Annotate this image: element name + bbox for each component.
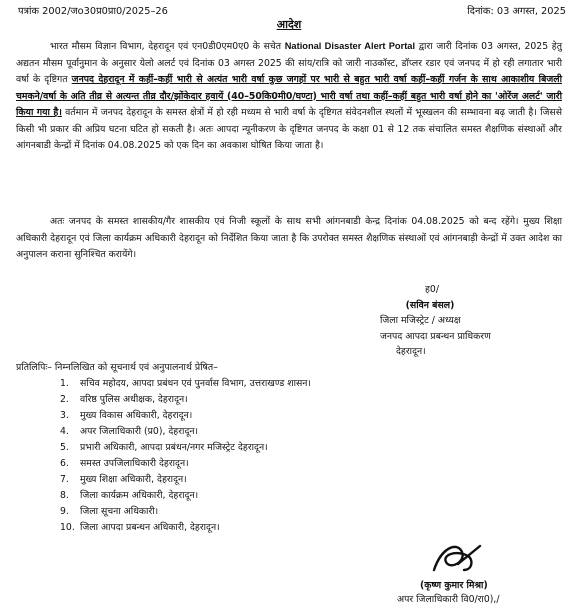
- list-item: 2. वरिष्ठ पुलिस अधीक्षक, देहरादून।: [60, 394, 188, 405]
- authority-name: जनपद आपदा प्रबन्धन प्राधिकरण: [380, 330, 491, 342]
- dm-signature-block: [380, 282, 570, 360]
- letter-date: दिनांक: 03 अगस्त, 2025: [467, 6, 566, 17]
- list-item: 8. जिला कार्यक्रम अधिकारी, देहरादून।: [60, 490, 199, 501]
- list-item: 9. जिला सूचना अधिकारी।: [60, 506, 159, 517]
- dm-location: देहरादून।: [396, 346, 426, 357]
- para1-part2: द्वारा जारी दिनांक 03 अगस्त, 2025 हेतु अद्यतन मौसम पूर्वानुमान के अनुसार येलो अलर्ट एवं दिनांक 03 अगस्त 2025 की सांय/रात्रि को जारी नाउकॉस्ट, डॉप्लर रडार एवं जनपद में हो रही लगातार भारी वर्षा के दृष्टिगत: [16, 41, 563, 85]
- adm-name: (कृष्ण कुमार मिश्रा): [420, 580, 488, 591]
- dm-designation: जिला मजिस्ट्रेट / अध्यक्ष: [380, 315, 461, 326]
- copy-to-heading: प्रतिलिपिः– निम्नलिखित को सूचनार्थ एवं अनुपालनार्थ प्रेषित–: [16, 362, 218, 373]
- list-item: 1. सचिव महोदय, आपदा प्रबंधन एवं पुनर्वास विभाग, उत्तराखण्ड शासन।: [60, 378, 311, 389]
- dm-name: (सविन बंसल): [405, 299, 455, 311]
- signed-mark: ह0/: [425, 284, 439, 295]
- list-item: 10. जिला आपदा प्रबन्धन अधिकारी, देहरादून।: [60, 522, 220, 533]
- alert-portal-name: National Disaster Alert Portal: [284, 41, 416, 51]
- adm-designation: अपर जिलाधिकारी वि0/रा0),/: [397, 594, 500, 605]
- list-item: 4. अपर जिलाधिकारी (प्र0), देहरादून।: [60, 426, 199, 437]
- para1-part3: वर्तमान में जनपद देहरादून के समस्त क्षेत्रों में हो रही मध्यम से भारी वर्षा के दृष्टिगत संवेदनशील स्थलों में भूस्खलन की सम्भावना बढ़ जाती है। जिससे किसी भी प्रकार की अप्रिय घटना घटित हो सकती है। अतः आपदा न्यूनीकरण के दृष्टिगत जनपद के कक्षा 01 से 12 तक संचालित समस्त शैक्षणिक संस्थाओं और आंगनबाडी केन्द्रों में दिनांक 04.08.2025 को एक दिन का अवकाश घोषित किया जाता है।: [16, 107, 562, 151]
- para1-part1: भारत मौसम विज्ञान विभाग, देहरादून एवं एन0डी0एम0ए0 के सचेत: [50, 41, 285, 52]
- list-item: 7. मुख्य शिक्षा अधिकारी, देहरादून।: [60, 474, 187, 485]
- list-item: 6. समस्त उपजिलाधिकारी देहरादून।: [60, 458, 189, 469]
- orange-alert-statement: जनपद देहरादून में कहीं–कहीं भारी से अत्यंत भारी वर्षा कुछ जगहों पर भारी से बहुत भारी वर्षा कहीं–कहीं गर्जन के साथ आकाशीय बिजली चमकने/वर्षा के अति तीव्र से अत्यन्त तीव्र दौर/झोंकेदार हवायें (40–50कि0मी0/घण्टा) भारी वर्षा तथा कहीं–कहीं बहुत भारी वर्षा होने का 'ओरेंज अलर्ट' जारी किया गया है।: [16, 74, 562, 118]
- copy-to-section: [16, 360, 566, 536]
- list-item: 3. मुख्य विकास अधिकारी, देहरादून।: [60, 410, 193, 421]
- document-header: [18, 4, 566, 18]
- list-item: 5. प्रभारी अधिकारी, आपदा प्रबंधन/नगर मजिस्ट्रेट देहरादून।: [60, 442, 268, 453]
- order-paragraph-1: [16, 38, 562, 155]
- letter-number: पत्रांक 2002/जo30प्र0प्रा0/2025–26: [18, 6, 168, 17]
- order-paragraph-2: अतः जनपद के समस्त शासकीय/गैर शासकीय एवं निजी स्कूलों के साथ सभी आंगनबाडी केन्द्र दिनांक 04.08.2025 को बन्द रहेंगे। मुख्य शिक्षा अधिकारी देहरादून एवं जिला कार्यक्रम अधिकारी देहरादून को निर्देशित किया जाता है कि उपरोक्त समस्त शैक्षणिक संस्थाओं एवं आंगनबाड़ी केन्द्रों में उक्त आदेश का अनुपालन कराना सुनिश्चित करायेंगे।: [16, 216, 562, 260]
- title-text: आदेश: [276, 18, 302, 31]
- handwritten-signature: [428, 540, 488, 578]
- document-title: [0, 17, 578, 32]
- copy-to-list: [16, 376, 566, 536]
